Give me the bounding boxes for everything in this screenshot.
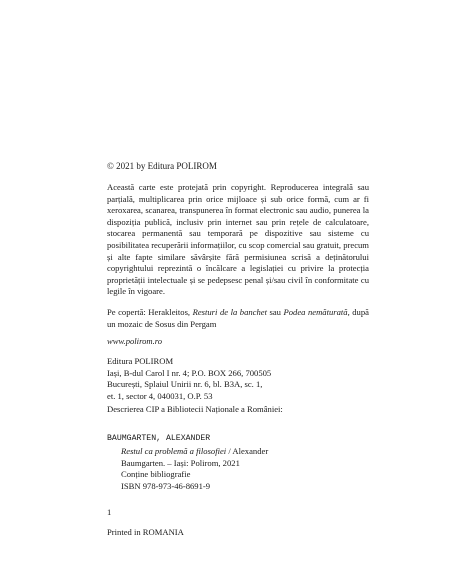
cover-credit-suffix: , după un mozaic de Sosus din Pergam <box>107 307 369 329</box>
cip-heading: Descrierea CIP a Bibliotecii Naționale a României: <box>107 404 283 414</box>
publisher-address-bucuresti-1: București, Splaiul Unirii nr. 6, bl. B3A, sc. 1, <box>107 379 263 390</box>
isbn: ISBN 978-973-46-8691-9 <box>121 481 211 491</box>
publisher-name: Editura POLIROM <box>107 356 174 366</box>
cip-responsibility-1: / Alexander <box>226 446 269 456</box>
publisher-website: www.polirom.ro <box>107 336 163 346</box>
cover-credit-mid: sau <box>266 307 284 317</box>
cover-work-title-1: Resturi de la banchet <box>192 307 267 317</box>
cover-credit-prefix: Pe copertă: Herakleitos, <box>107 307 193 317</box>
copyright-notice: Această carte este protejată prin copyright. Reproducerea integrală sau parțială, multiplicarea prin orice mijloace și sub orice formă, cum ar fi xeroxarea, scanarea, transpunerea în format electronic sau audio, punerea la dispoziția publică, inclusiv prin internet sau prin rețele de calculatoare, stocarea permanentă sau temporară pe dispozitive sau sisteme cu posibilitatea recuperării informațiilor, cu scop comercial sau gratuit, precum și alte fapte similare săvârșite fără permisiunea scrisă a deținătorului copyrightului reprezintă o încălcare a legislației cu privire la protecția proprietății intelectuale și se pedepsesc penal și/sau civil în conformitate cu legile în vigoare. <box>107 182 369 297</box>
cip-responsibility-2: Baumgarten. – Iași: Polirom, 2021 <box>121 457 240 468</box>
publisher-info <box>107 356 369 402</box>
cip-bibliography-note: Conține bibliografie <box>121 469 191 480</box>
cip-book-title: Restul ca problemă a filosofiei <box>121 446 227 456</box>
publisher-address-iasi: Iași, B-dul Carol I nr. 4; P.O. BOX 266, 700505 <box>107 367 272 378</box>
cover-credit <box>107 307 369 330</box>
publisher-address-bucuresti-2: et. 1, sector 4, 040031, O.P. 53 <box>107 390 213 401</box>
printed-in: Printed in ROMANIA <box>107 527 184 537</box>
cip-author-heading: BAUMGARTEN, ALEXANDER <box>107 434 211 443</box>
copyright-line: © 2021 by Editura POLIROM <box>107 161 217 171</box>
cover-work-title-2: Podea nemăturată <box>283 307 348 317</box>
cip-description <box>107 446 383 481</box>
page-number: 1 <box>107 507 112 517</box>
